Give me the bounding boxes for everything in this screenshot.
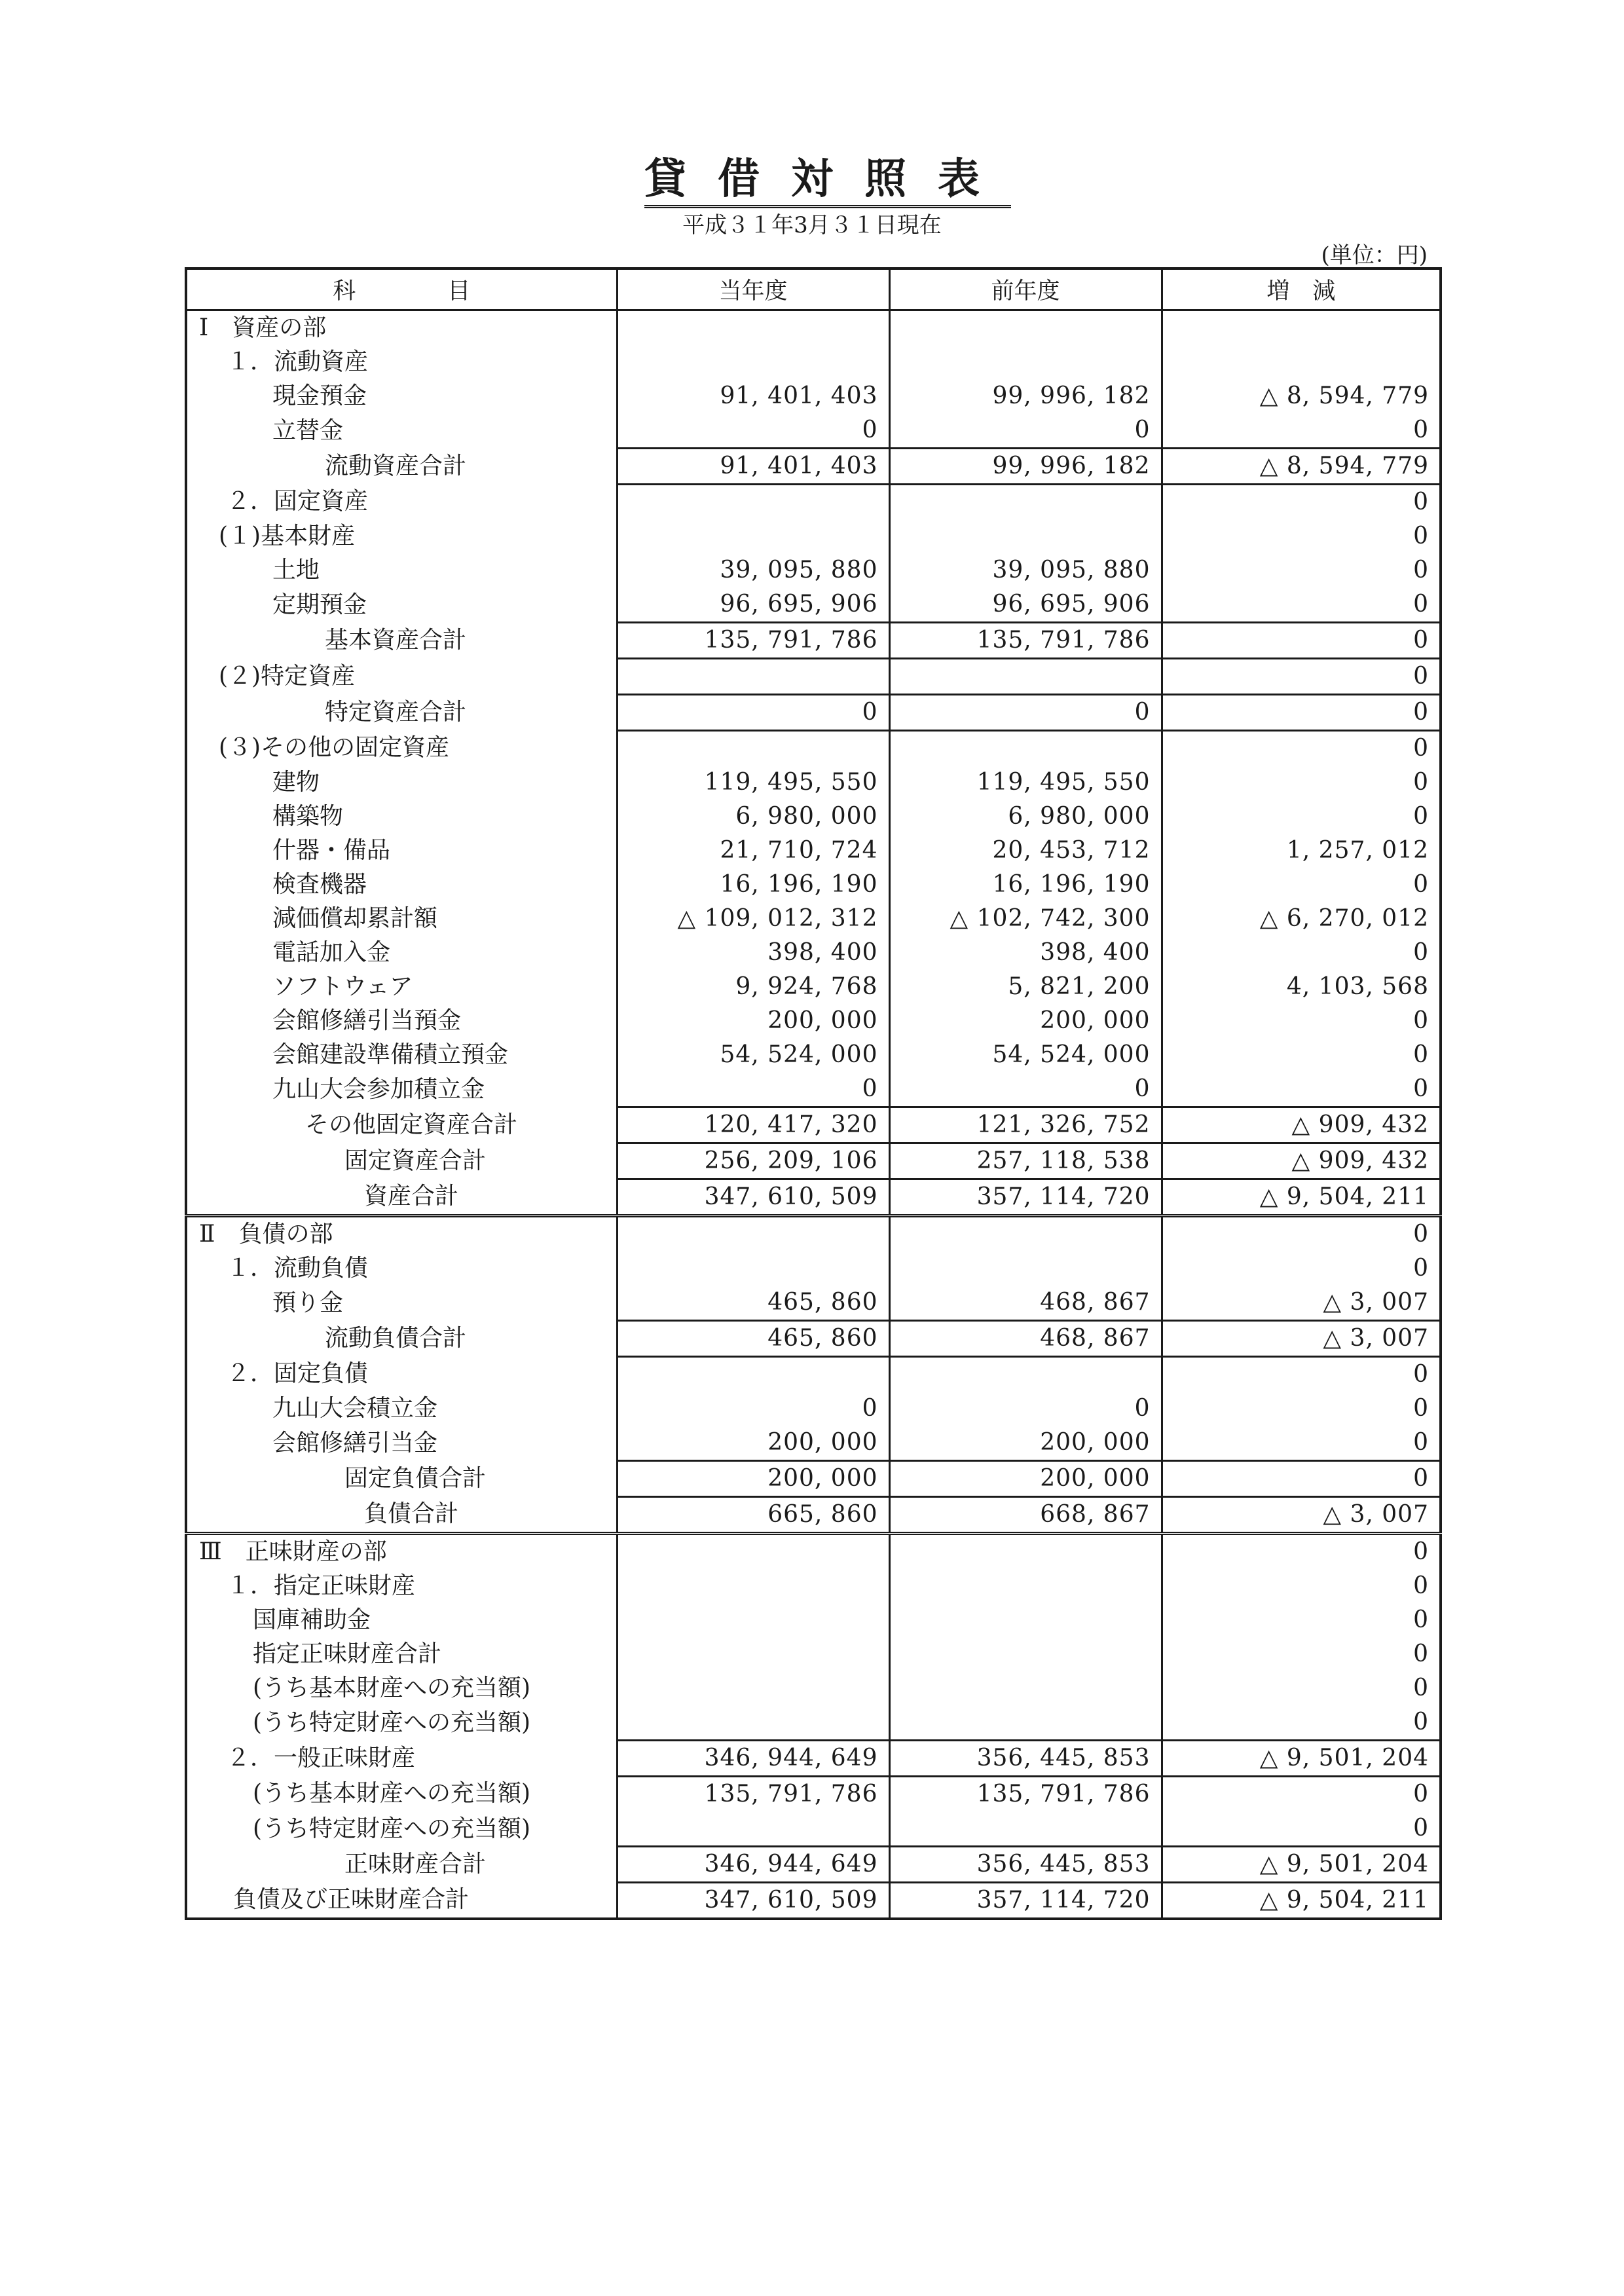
- previous-value: 121, 326, 752: [889, 1107, 1162, 1143]
- change-value: 0: [1162, 1811, 1441, 1847]
- change-value: 0: [1162, 766, 1441, 800]
- change-value: 0: [1162, 1251, 1441, 1286]
- current-value: 465, 860: [617, 1286, 889, 1321]
- row-label: その他固定資産合計: [305, 1111, 518, 1138]
- row-label: 国庫補助金: [253, 1606, 371, 1633]
- previous-value: 200, 000: [889, 1461, 1162, 1497]
- current-value: 91, 401, 403: [617, 449, 889, 485]
- current-value: [617, 519, 889, 553]
- current-value: 347, 610, 509: [617, 1883, 889, 1919]
- change-value: 0: [1162, 868, 1441, 902]
- change-value: 0: [1162, 695, 1441, 731]
- table-row: [186, 310, 1441, 346]
- row-label: 資産合計: [364, 1183, 459, 1210]
- row-label: 検査機器: [272, 871, 367, 898]
- previous-value: [889, 1357, 1162, 1392]
- table-row: [186, 1038, 1441, 1072]
- change-value: 0: [1162, 413, 1441, 449]
- row-label: Ⅰ 資産の部: [199, 314, 327, 341]
- document-title: 貸借対照表: [0, 145, 1624, 206]
- current-value: [617, 1705, 889, 1741]
- change-value: 0: [1162, 1004, 1441, 1038]
- total-row: [186, 1179, 1441, 1216]
- table-row: [186, 902, 1441, 936]
- table-row: [186, 1251, 1441, 1286]
- previous-value: 99, 996, 182: [889, 449, 1162, 485]
- as-of-date: 平成３１年3月３１日現在: [682, 212, 942, 238]
- current-value: 200, 000: [617, 1004, 889, 1038]
- current-value: △ 109, 012, 312: [617, 902, 889, 936]
- total-row: [186, 1883, 1441, 1919]
- table-row: [186, 800, 1441, 834]
- table-row: [186, 379, 1441, 413]
- row-label: 負債及び正味財産合計: [233, 1886, 470, 1914]
- table-row: [186, 519, 1441, 553]
- table-row: [186, 485, 1441, 520]
- row-label: 什器・備品: [272, 837, 391, 864]
- current-value: 119, 495, 550: [617, 766, 889, 800]
- current-value: [617, 1637, 889, 1671]
- change-value: 0: [1162, 1392, 1441, 1426]
- table-row: [186, 1741, 1441, 1777]
- row-label: 土地: [272, 557, 320, 583]
- previous-value: 398, 400: [889, 936, 1162, 970]
- current-value: 200, 000: [617, 1426, 889, 1461]
- previous-value: [889, 1705, 1162, 1741]
- current-value: 21, 710, 724: [617, 834, 889, 868]
- row-label: 会館修繕引当金: [272, 1429, 438, 1456]
- current-value: [617, 345, 889, 379]
- change-value: 0: [1162, 485, 1441, 520]
- row-label: ２．固定資産: [227, 488, 369, 515]
- table-row: [186, 1637, 1441, 1671]
- previous-value: [889, 485, 1162, 520]
- change-value: △ 9, 501, 204: [1162, 1847, 1441, 1883]
- table-row: [186, 553, 1441, 587]
- current-value: 16, 196, 190: [617, 868, 889, 902]
- change-value: △ 6, 270, 012: [1162, 902, 1441, 936]
- change-value: △ 3, 007: [1162, 1286, 1441, 1321]
- previous-value: 39, 095, 880: [889, 553, 1162, 587]
- change-value: 0: [1162, 1426, 1441, 1461]
- table-row: [186, 1705, 1441, 1741]
- row-label: 電話加入金: [272, 939, 391, 966]
- row-label: 流動負債合計: [325, 1325, 467, 1352]
- current-value: 665, 860: [617, 1497, 889, 1534]
- row-label: １．流動負債: [227, 1255, 369, 1282]
- subtotal-row: [186, 1321, 1441, 1357]
- change-value: 0: [1162, 587, 1441, 623]
- previous-value: [889, 310, 1162, 346]
- change-value: 0: [1162, 1461, 1441, 1497]
- row-label: (うち特定財産への充当額): [253, 1709, 531, 1736]
- table-row: [186, 659, 1441, 695]
- table-row: [186, 1671, 1441, 1705]
- previous-value: [889, 1569, 1162, 1603]
- row-label: １．流動資産: [227, 348, 369, 375]
- column-header-previous: 前年度: [889, 268, 1162, 310]
- current-value: [617, 485, 889, 520]
- table-row: [186, 936, 1441, 970]
- previous-value: 6, 980, 000: [889, 800, 1162, 834]
- subtotal-row: [186, 1461, 1441, 1497]
- change-value: 0: [1162, 553, 1441, 587]
- table-row: [186, 731, 1441, 766]
- current-value: 39, 095, 880: [617, 553, 889, 587]
- table-row: [186, 1811, 1441, 1847]
- previous-value: [889, 345, 1162, 379]
- previous-value: 99, 996, 182: [889, 379, 1162, 413]
- change-value: 0: [1162, 1777, 1441, 1812]
- table-row: [186, 413, 1441, 449]
- subtotal-row: [186, 623, 1441, 659]
- current-value: 398, 400: [617, 936, 889, 970]
- previous-value: 668, 867: [889, 1497, 1162, 1534]
- subtotal-row: [186, 1143, 1441, 1179]
- current-value: 91, 401, 403: [617, 379, 889, 413]
- row-label: 基本資産合計: [325, 627, 467, 654]
- previous-value: [889, 1603, 1162, 1637]
- previous-value: [889, 1671, 1162, 1705]
- change-value: 0: [1162, 1534, 1441, 1570]
- change-value: △ 9, 501, 204: [1162, 1741, 1441, 1777]
- section-row: [186, 1534, 1441, 1570]
- row-label: 指定正味財産合計: [253, 1640, 442, 1667]
- previous-value: △ 102, 742, 300: [889, 902, 1162, 936]
- previous-value: [889, 519, 1162, 553]
- change-value: 0: [1162, 1216, 1441, 1252]
- change-value: 0: [1162, 623, 1441, 659]
- row-label: ２．固定負債: [227, 1360, 369, 1388]
- row-label: (３)その他の固定資産: [219, 734, 450, 762]
- change-value: △ 9, 504, 211: [1162, 1883, 1441, 1919]
- table-row: [186, 1004, 1441, 1038]
- change-value: [1162, 310, 1441, 346]
- current-value: 135, 791, 786: [617, 623, 889, 659]
- row-label: 九山大会積立金: [272, 1395, 438, 1422]
- column-header-change: 増 減: [1162, 268, 1441, 310]
- current-value: 0: [617, 695, 889, 731]
- subtotal-row: [186, 1847, 1441, 1883]
- row-label: 正味財産合計: [344, 1851, 487, 1878]
- change-value: 0: [1162, 1637, 1441, 1671]
- previous-value: [889, 1637, 1162, 1671]
- row-label: 定期預金: [272, 591, 367, 618]
- row-label: 構築物: [272, 803, 344, 830]
- change-value: 0: [1162, 1603, 1441, 1637]
- current-value: [617, 1811, 889, 1847]
- balance-sheet-table: [185, 267, 1442, 1920]
- current-value: 346, 944, 649: [617, 1741, 889, 1777]
- current-value: [617, 1569, 889, 1603]
- current-value: 346, 944, 649: [617, 1847, 889, 1883]
- row-label: 特定資産合計: [325, 699, 467, 726]
- change-value: 0: [1162, 1357, 1441, 1392]
- change-value: △ 9, 504, 211: [1162, 1179, 1441, 1216]
- change-value: 4, 103, 568: [1162, 970, 1441, 1004]
- subtotal-row: [186, 1107, 1441, 1143]
- row-label: １．指定正味財産: [227, 1572, 416, 1599]
- row-label: 立替金: [272, 417, 344, 444]
- previous-value: 200, 000: [889, 1426, 1162, 1461]
- change-value: 0: [1162, 1671, 1441, 1705]
- current-value: 347, 610, 509: [617, 1179, 889, 1216]
- change-value: 0: [1162, 936, 1441, 970]
- previous-value: 135, 791, 786: [889, 623, 1162, 659]
- current-value: [617, 659, 889, 695]
- row-label: 流動資産合計: [325, 453, 467, 479]
- row-label: 現金預金: [272, 382, 367, 409]
- row-label: 預り金: [272, 1289, 344, 1316]
- subtotal-row: [186, 449, 1441, 485]
- current-value: 54, 524, 000: [617, 1038, 889, 1072]
- current-value: [617, 1251, 889, 1286]
- current-value: [617, 731, 889, 766]
- table-row: [186, 766, 1441, 800]
- current-value: 135, 791, 786: [617, 1777, 889, 1812]
- row-label: ソフトウェア: [272, 973, 413, 1000]
- table-row: [186, 970, 1441, 1004]
- current-value: 256, 209, 106: [617, 1143, 889, 1179]
- previous-value: 257, 118, 538: [889, 1143, 1162, 1179]
- change-value: △ 909, 432: [1162, 1143, 1441, 1179]
- previous-value: [889, 659, 1162, 695]
- previous-value: 0: [889, 695, 1162, 731]
- row-label: 負債合計: [364, 1500, 459, 1528]
- previous-value: 356, 445, 853: [889, 1741, 1162, 1777]
- change-value: [1162, 345, 1441, 379]
- previous-value: [889, 731, 1162, 766]
- previous-value: 356, 445, 853: [889, 1847, 1162, 1883]
- current-value: [617, 1357, 889, 1392]
- current-value: 0: [617, 1072, 889, 1107]
- previous-value: 5, 821, 200: [889, 970, 1162, 1004]
- previous-value: 468, 867: [889, 1321, 1162, 1357]
- table-row: [186, 345, 1441, 379]
- change-value: △ 3, 007: [1162, 1497, 1441, 1534]
- row-label: 減価償却累計額: [272, 905, 438, 932]
- table-row: [186, 1286, 1441, 1321]
- current-value: [617, 310, 889, 346]
- current-value: 6, 980, 000: [617, 800, 889, 834]
- table-row: [186, 1392, 1441, 1426]
- row-label: ２．一般正味財産: [227, 1745, 416, 1771]
- change-value: 0: [1162, 1038, 1441, 1072]
- row-label: (うち特定財産への充当額): [253, 1815, 531, 1842]
- previous-value: 0: [889, 1072, 1162, 1107]
- previous-value: 119, 495, 550: [889, 766, 1162, 800]
- table-row: [186, 1357, 1441, 1392]
- row-label: (うち基本財産への充当額): [253, 1780, 531, 1807]
- table-row: [186, 1426, 1441, 1461]
- change-value: △ 8, 594, 779: [1162, 449, 1441, 485]
- current-value: 0: [617, 413, 889, 449]
- row-label: 建物: [272, 769, 320, 796]
- change-value: △ 8, 594, 779: [1162, 379, 1441, 413]
- table-row: [186, 1569, 1441, 1603]
- previous-value: 135, 791, 786: [889, 1777, 1162, 1812]
- previous-value: 0: [889, 413, 1162, 449]
- current-value: 465, 860: [617, 1321, 889, 1357]
- row-label: Ⅲ 正味財産の部: [186, 1534, 617, 1570]
- table-header-row: [186, 268, 1441, 310]
- change-value: 0: [1162, 1705, 1441, 1741]
- current-value: 9, 924, 768: [617, 970, 889, 1004]
- change-value: 0: [1162, 659, 1441, 695]
- previous-value: [889, 1251, 1162, 1286]
- change-value: △ 3, 007: [1162, 1321, 1441, 1357]
- change-value: 0: [1162, 1072, 1441, 1107]
- row-label: (１)基本財産: [219, 523, 356, 549]
- previous-value: 200, 000: [889, 1004, 1162, 1038]
- row-label: 会館建設準備積立預金: [272, 1041, 509, 1068]
- subtotal-row: [186, 695, 1441, 731]
- current-value: [617, 1671, 889, 1705]
- change-value: 0: [1162, 800, 1441, 834]
- column-header-current: 当年度: [617, 268, 889, 310]
- unit-note: (単位：円): [1321, 242, 1428, 268]
- change-value: 0: [1162, 519, 1441, 553]
- previous-value: 96, 695, 906: [889, 587, 1162, 623]
- row-label: 会館修繕引当預金: [272, 1007, 462, 1034]
- change-value: 0: [1162, 731, 1441, 766]
- previous-value: 357, 114, 720: [889, 1883, 1162, 1919]
- change-value: 1, 257, 012: [1162, 834, 1441, 868]
- row-label: 九山大会参加積立金: [272, 1075, 485, 1103]
- current-value: [617, 1534, 889, 1570]
- previous-value: [889, 1216, 1162, 1252]
- previous-value: [889, 1811, 1162, 1847]
- previous-value: 468, 867: [889, 1286, 1162, 1321]
- current-value: 200, 000: [617, 1461, 889, 1497]
- row-label: (うち基本財産への充当額): [253, 1675, 531, 1701]
- row-label: (２)特定資産: [219, 663, 356, 690]
- current-value: [617, 1603, 889, 1637]
- table-row: [186, 1777, 1441, 1812]
- previous-value: 0: [889, 1392, 1162, 1426]
- current-value: 0: [617, 1392, 889, 1426]
- change-value: 0: [1162, 1569, 1441, 1603]
- table-row: [186, 1072, 1441, 1107]
- change-value: △ 909, 432: [1162, 1107, 1441, 1143]
- previous-value: [889, 1534, 1162, 1570]
- table-row: [186, 834, 1441, 868]
- current-value: 96, 695, 906: [617, 587, 889, 623]
- row-label: 固定負債合計: [344, 1465, 487, 1492]
- row-label: Ⅱ 負債の部: [186, 1216, 617, 1252]
- row-label: 固定資産合計: [344, 1147, 487, 1174]
- column-header-item: 科 目: [186, 268, 617, 310]
- section-row: [186, 1216, 1441, 1252]
- previous-value: 20, 453, 712: [889, 834, 1162, 868]
- current-value: [617, 1216, 889, 1252]
- previous-value: 54, 524, 000: [889, 1038, 1162, 1072]
- previous-value: 357, 114, 720: [889, 1179, 1162, 1216]
- table-row: [186, 868, 1441, 902]
- table-row: [186, 587, 1441, 623]
- total-row: [186, 1497, 1441, 1534]
- current-value: 120, 417, 320: [617, 1107, 889, 1143]
- table-row: [186, 1603, 1441, 1637]
- previous-value: 16, 196, 190: [889, 868, 1162, 902]
